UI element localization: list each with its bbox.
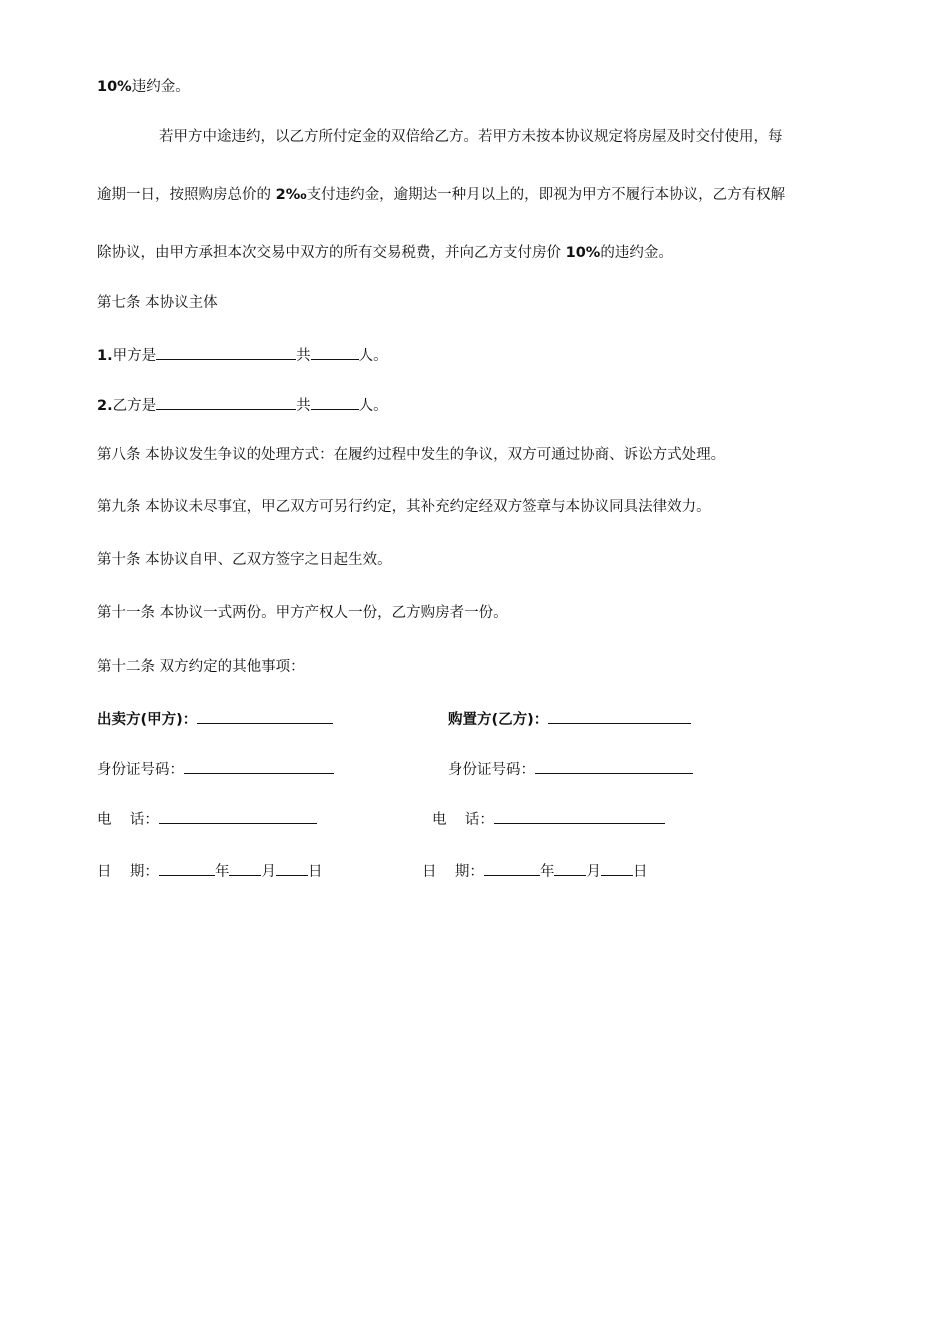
- party-b-count-field[interactable]: [311, 395, 359, 410]
- buyer-id-row: [448, 759, 693, 780]
- party-a-count-field[interactable]: [311, 345, 359, 360]
- seller-phone-field[interactable]: [159, 809, 317, 824]
- article-7-heading: 第七条 本协议主体: [97, 295, 218, 311]
- buyer-date-row: [422, 861, 647, 882]
- buyer-month-field[interactable]: [554, 861, 586, 876]
- buyer-date-label: 日 期：: [422, 864, 484, 880]
- article-9: 第九条 本协议未尽事宜，甲乙双方可另行约定，其补充约定经双方签章与本协议同具法律效力。: [97, 499, 711, 515]
- seller-phone-row: [97, 809, 317, 830]
- buyer-label: 购置方(乙方)：: [448, 712, 549, 728]
- seller-signature-field[interactable]: [197, 709, 333, 724]
- buyer-phone-field[interactable]: [494, 809, 665, 824]
- party-b-prefix: 2.: [97, 398, 113, 414]
- buyer-year-label: 年: [539, 864, 555, 880]
- party-a-name-field[interactable]: [156, 345, 296, 360]
- seller-day-label: 日: [307, 864, 323, 880]
- seller-phone-label: 电 话：: [97, 812, 159, 828]
- seller-date-row: [97, 861, 322, 882]
- seller-month-label: 月: [261, 864, 276, 880]
- buyer-day-field[interactable]: [601, 861, 633, 876]
- seller-day-field[interactable]: [276, 861, 308, 876]
- seller-id-field[interactable]: [184, 759, 334, 774]
- party-b-name-field[interactable]: [156, 395, 296, 410]
- party-a-line: [97, 345, 388, 366]
- seller-year-label: 年: [214, 864, 230, 880]
- buyer-id-field[interactable]: [535, 759, 693, 774]
- party-b-label: 乙方是: [112, 398, 157, 414]
- buyer-year-field[interactable]: [484, 861, 540, 876]
- seller-id-label: 身份证号码：: [97, 762, 184, 778]
- buyer-month-label: 月: [586, 864, 601, 880]
- seller-year-field[interactable]: [159, 861, 215, 876]
- party-b-line: [97, 395, 388, 416]
- buyer-phone-label: 电 话：: [432, 812, 494, 828]
- seller-signature-row: [97, 709, 333, 730]
- paragraph-line-3: 除协议，由甲方承担本次交易中双方的所有交易税费，并向乙方支付房价 10%的违约金。: [97, 245, 673, 261]
- party-a-prefix: 1.: [97, 348, 113, 364]
- seller-month-field[interactable]: [229, 861, 261, 876]
- party-a-total-label: 共: [296, 348, 311, 364]
- buyer-phone-row: [432, 809, 665, 830]
- article-8: 第八条 本协议发生争议的处理方式：在履约过程中发生的争议，双方可通过协商、诉讼方式处理。: [97, 447, 726, 463]
- article-10: 第十条 本协议自甲、乙双方签字之日起生效。: [97, 552, 392, 568]
- party-a-label: 甲方是: [112, 348, 157, 364]
- article-11: 第十一条 本协议一式两份。甲方产权人一份，乙方购房者一份。: [97, 605, 508, 621]
- buyer-signature-row: [448, 709, 691, 730]
- buyer-id-label: 身份证号码：: [448, 762, 535, 778]
- seller-id-row: [97, 759, 334, 780]
- paragraph-line-1: 若甲方中途违约，以乙方所付定金的双倍给乙方。若甲方未按本协议规定将房屋及时交付使用，每: [159, 129, 783, 145]
- party-a-person-label: 人。: [358, 348, 388, 364]
- buyer-signature-field[interactable]: [548, 709, 691, 724]
- seller-label: 出卖方(甲方)：: [97, 712, 198, 728]
- paragraph-line-2: 逾期一日，按照购房总价的 2‰支付违约金，逾期达一种月以上的，即视为甲方不履行本协议，乙方有权解: [97, 187, 786, 203]
- seller-date-label: 日 期：: [97, 864, 159, 880]
- buyer-day-label: 日: [632, 864, 648, 880]
- article-12: 第十二条 双方约定的其他事项：: [97, 659, 305, 675]
- clause-continuation: 10%违约金。: [97, 79, 190, 95]
- party-b-total-label: 共: [296, 398, 311, 414]
- party-b-person-label: 人。: [358, 398, 388, 414]
